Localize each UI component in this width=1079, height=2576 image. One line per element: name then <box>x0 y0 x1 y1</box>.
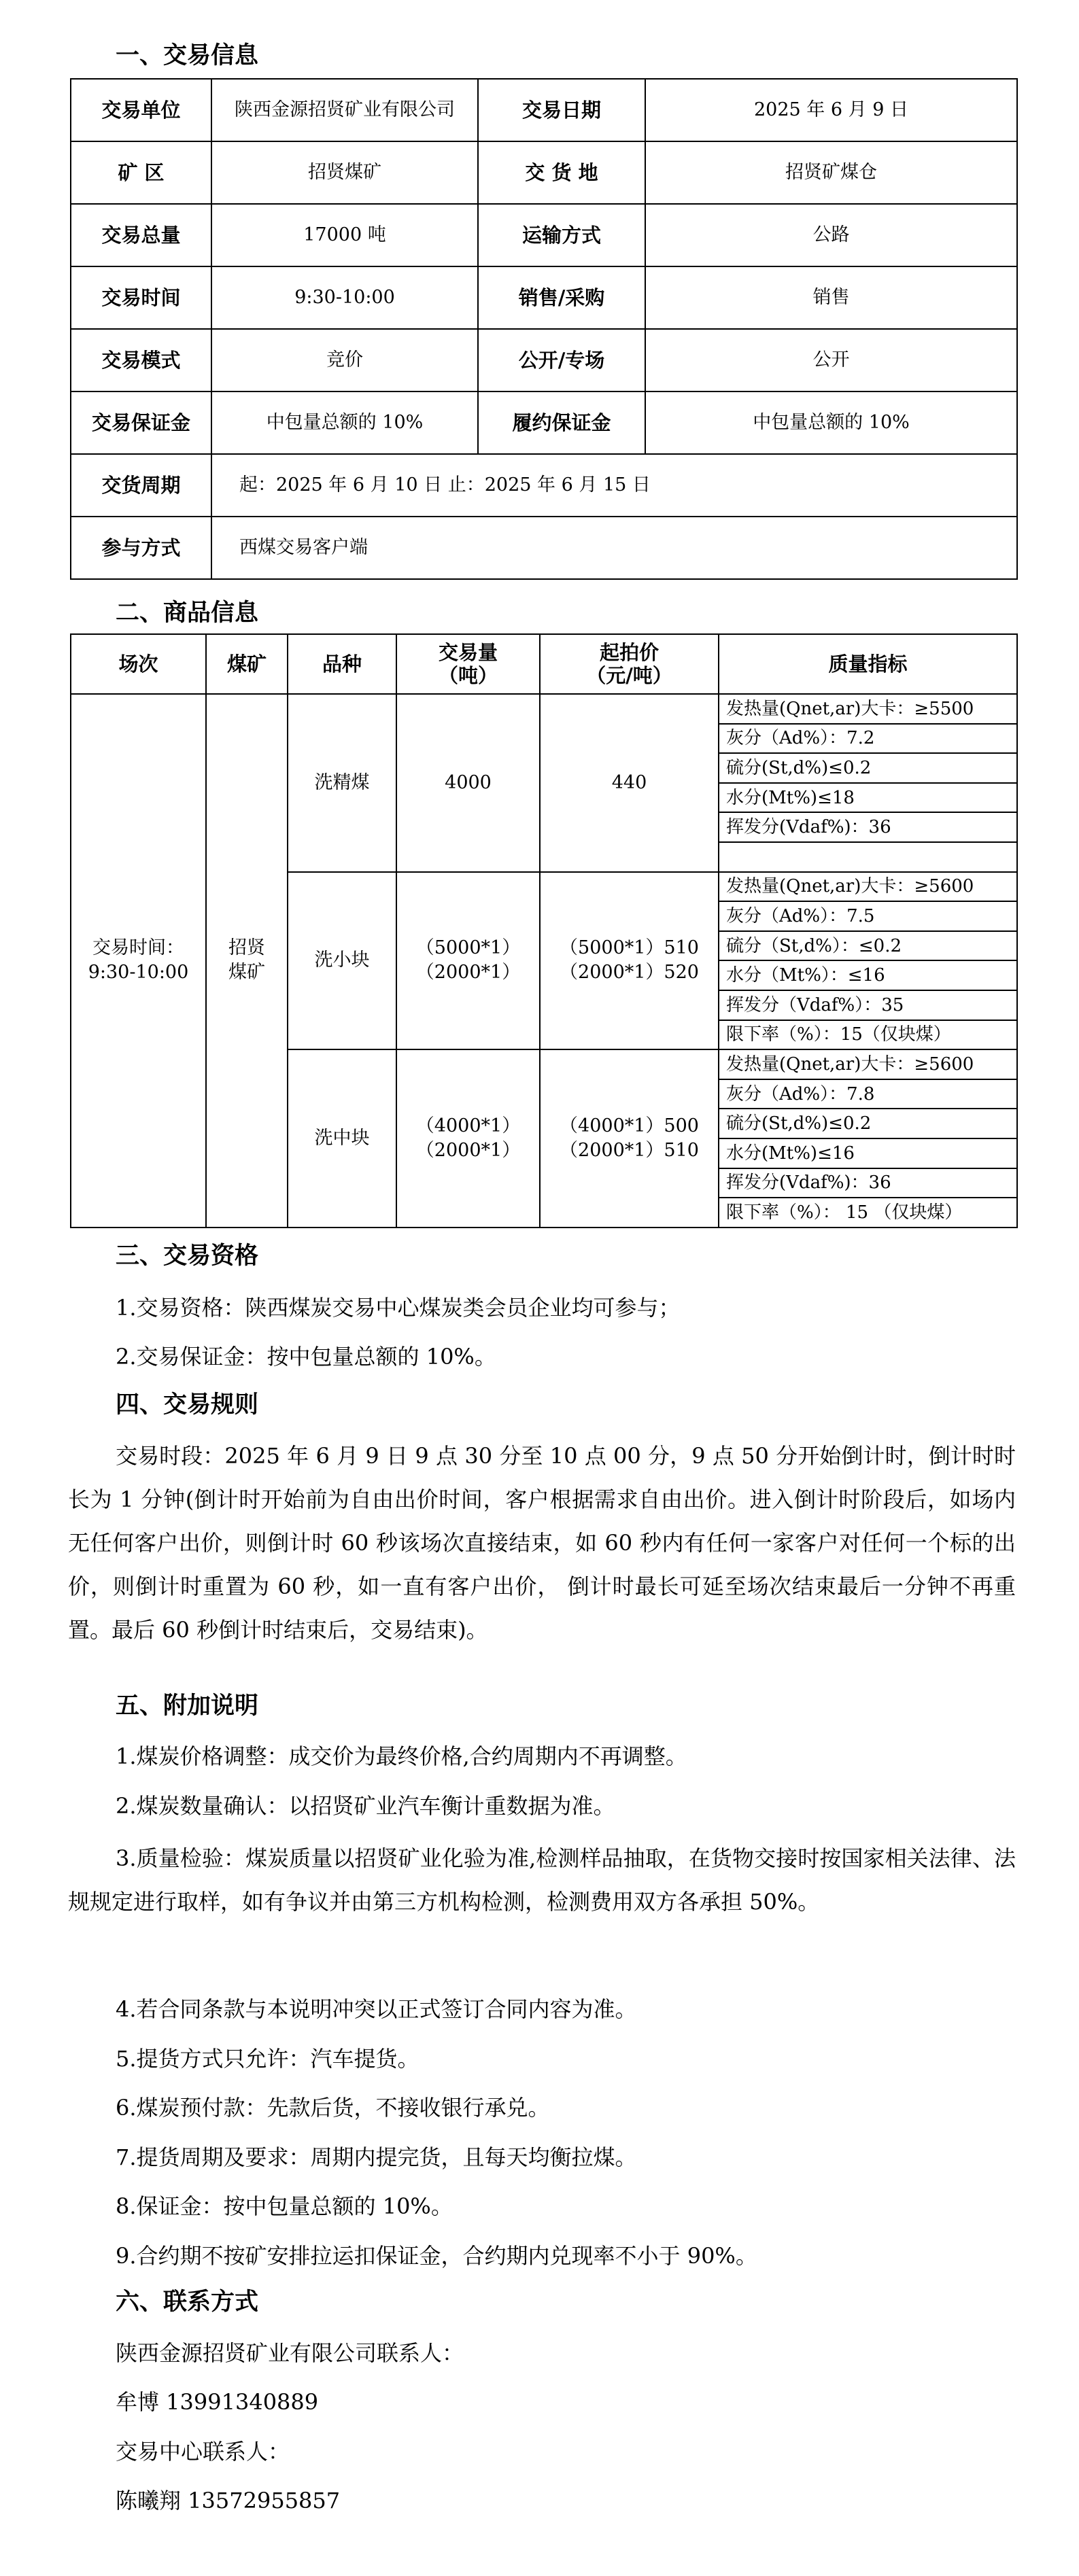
price-cell <box>540 872 719 1050</box>
session-line2: 9:30-10:00 <box>88 962 189 984</box>
contact-trade-center: 交易中心联系人： <box>116 2439 290 2465</box>
quality-item: 挥发分（Vdaf%）：35 <box>719 990 1017 1020</box>
price-line: （4000*1）500 <box>560 1115 699 1136</box>
section-title-trade-info: 一、交易信息 <box>116 42 259 69</box>
note-item: 2.煤炭数量确认：以招贤矿业汽车衡计重数据为准。 <box>116 1793 615 1819</box>
delivery-period-value: 起：2025 年 6 月 10 日 止：2025 年 6 月 15 日 <box>211 454 1017 517</box>
quality-item: 限下率（%）：15（仅块煤） <box>719 1020 1017 1050</box>
contact-person-phone: 牟博 13991340889 <box>116 2389 319 2415</box>
volume-cell <box>396 1049 540 1228</box>
label-trade-time: 交易时间 <box>71 266 211 329</box>
label-open-special: 公开/专场 <box>478 329 645 391</box>
header-mine: 煤矿 <box>206 634 288 694</box>
quality-item: 发热量(Qnet,ar)大卡：≥5600 <box>719 1049 1017 1079</box>
total-volume-value: 17000 吨 <box>211 204 478 266</box>
info-row <box>71 141 1017 204</box>
volume-cell <box>396 694 540 872</box>
note-item: 9.合约期不按矿安排拉运扣保证金，合约期内兑现率不小于 90%。 <box>116 2243 757 2269</box>
info-row <box>71 517 1017 579</box>
quality-item: 灰分（Ad%）：7.8 <box>719 1079 1017 1109</box>
trade-time-value: 9:30-10:00 <box>211 266 478 329</box>
header-price-line2: （元/吨） <box>586 664 672 687</box>
rules-paragraph: 交易时段：2025 年 6 月 9 日 9 点 30 分至 10 点 00 分，9 点 50 分开始倒计时，倒计时时长为 1 分钟(倒计时开始前为自由出价时间，客户根据需求自由出价。进入倒计时阶段后，如场内无任何客户出价，则倒计时 60 秒该场次直接结束，如 60 秒内有任何一家客户对任何一个标的出价，则倒计时重置为 60 秒，如一直有客户出价， 倒计时最长可延至场次结束最后一分钟不再重置。最后 60 秒倒计时结束后，交易结束)。 <box>68 1443 1016 1643</box>
quality-item: 灰分（Ad%）：7.2 <box>719 724 1017 754</box>
price-line: （5000*1）510 <box>560 937 699 959</box>
note-item: 7.提货周期及要求：周期内提完货，且每天均衡拉煤。 <box>116 2144 637 2170</box>
header-quality: 质量指标 <box>719 634 1017 694</box>
mine-cell <box>206 694 288 1228</box>
note-item: 5.提货方式只允许：汽车提货。 <box>116 2046 419 2072</box>
volume-line: （2000*1） <box>415 962 521 984</box>
quality-item <box>719 842 1017 872</box>
label-sale-purchase: 销售/采购 <box>478 266 645 329</box>
info-row <box>71 79 1017 141</box>
header-volume-line1: 交易量 <box>438 641 498 664</box>
quality-item: 限下率（%）： 15 （仅块煤） <box>719 1198 1017 1228</box>
label-trade-deposit: 交易保证金 <box>71 391 211 454</box>
volume-cell <box>396 872 540 1050</box>
trade-date-value: 2025 年 6 月 9 日 <box>645 79 1017 141</box>
header-session: 场次 <box>71 634 206 694</box>
sale-purchase-value: 销售 <box>645 266 1017 329</box>
label-trade-mode: 交易模式 <box>71 329 211 391</box>
quality-item: 灰分（Ad%）：7.5 <box>719 901 1017 931</box>
label-trade-unit: 交易单位 <box>71 79 211 141</box>
contact-company: 陕西金源招贤矿业有限公司联系人： <box>116 2340 464 2366</box>
header-volume <box>396 634 540 694</box>
info-row <box>71 454 1017 517</box>
info-row <box>71 204 1017 266</box>
info-row <box>71 266 1017 329</box>
label-delivery-period: 交货周期 <box>71 454 211 517</box>
quality-item: 硫分（St,d%）：≤0.2 <box>719 931 1017 961</box>
section-title-notes: 五、附加说明 <box>116 1692 259 1720</box>
trade-deposit-value: 中包量总额的 10% <box>211 391 478 454</box>
header-variety: 品种 <box>288 634 396 694</box>
variety-cell: 洗精煤 <box>288 694 396 872</box>
quality-item: 水分(Mt%)≤18 <box>719 783 1017 813</box>
section-title-rules: 四、交易规则 <box>116 1391 259 1418</box>
qualification-item: 2.交易保证金：按中包量总额的 10%。 <box>116 1344 496 1370</box>
mine-line1: 招贤 <box>228 937 265 959</box>
transport-value: 公路 <box>645 204 1017 266</box>
label-total-volume: 交易总量 <box>71 204 211 266</box>
qualification-item: 1.交易资格：陕西煤炭交易中心煤炭类会员企业均可参与； <box>116 1295 681 1321</box>
label-trade-date: 交易日期 <box>478 79 645 141</box>
goods-info-table <box>70 633 1018 1228</box>
price-line: 440 <box>611 771 647 793</box>
variety-cell: 洗中块 <box>288 1049 396 1228</box>
quality-item: 挥发分(Vdaf%)：36 <box>719 1168 1017 1198</box>
participation-value: 西煤交易客户端 <box>211 517 1017 579</box>
section-title-contacts: 六、联系方式 <box>116 2288 259 2316</box>
header-price-line1: 起拍价 <box>599 641 659 664</box>
volume-line: （4000*1） <box>415 1115 521 1136</box>
session-line1: 交易时间： <box>92 937 184 959</box>
label-transport: 运输方式 <box>478 204 645 266</box>
price-line: （2000*1）510 <box>560 1139 699 1161</box>
contact-person-phone: 陈曦翔 13572955857 <box>116 2488 341 2513</box>
goods-header-row <box>71 634 1017 694</box>
performance-deposit-value: 中包量总额的 10% <box>645 391 1017 454</box>
info-row <box>71 329 1017 391</box>
open-special-value: 公开 <box>645 329 1017 391</box>
quality-item: 硫分(St,d%)≤0.2 <box>719 753 1017 783</box>
section-title-goods-info: 二、商品信息 <box>116 599 259 627</box>
price-cell <box>540 1049 719 1228</box>
trade-mode-value: 竞价 <box>211 329 478 391</box>
section-title-qualification: 三、交易资格 <box>116 1242 259 1270</box>
trade-unit-value: 陕西金源招贤矿业有限公司 <box>211 79 478 141</box>
price-cell <box>540 694 719 872</box>
mine-line2: 煤矿 <box>228 962 265 984</box>
label-participation: 参与方式 <box>71 517 211 579</box>
quality-item: 硫分(St,d%)≤0.2 <box>719 1109 1017 1138</box>
label-delivery-place: 交 货 地 <box>478 141 645 204</box>
label-performance-deposit: 履约保证金 <box>478 391 645 454</box>
variety-cell: 洗小块 <box>288 872 396 1050</box>
volume-line: （2000*1） <box>415 1139 521 1161</box>
header-start-price <box>540 634 719 694</box>
note-item: 6.煤炭预付款：先款后货，不接收银行承兑。 <box>116 2095 550 2121</box>
note-item: 4.若合同条款与本说明冲突以正式签订合同内容为准。 <box>116 1996 637 2022</box>
header-volume-line2: （吨） <box>438 664 498 687</box>
quality-item: 挥发分(Vdaf%)：36 <box>719 812 1017 842</box>
note-item: 8.保证金：按中包量总额的 10%。 <box>116 2193 453 2219</box>
volume-line: 4000 <box>445 771 492 793</box>
note-item: 1.煤炭价格调整：成交价为最终价格,合约周期内不再调整。 <box>116 1743 687 1769</box>
volume-line: （5000*1） <box>415 937 521 959</box>
mine-area-value: 招贤煤矿 <box>211 141 478 204</box>
quality-item: 发热量(Qnet,ar)大卡：≥5600 <box>719 872 1017 902</box>
price-line: （2000*1）520 <box>560 962 699 984</box>
label-mine-area: 矿 区 <box>71 141 211 204</box>
note-item: 3.质量检验：煤炭质量以招贤矿业化验为准,检测样品抽取，在货物交接时按国家相关法律、法规规定进行取样，如有争议并由第三方机构检测，检测费用双方各承担 50%。 <box>68 1845 1016 1915</box>
delivery-place-value: 招贤矿煤仓 <box>645 141 1017 204</box>
trade-info-table <box>70 78 1018 580</box>
quality-item: 水分（Mt%）：≤16 <box>719 960 1017 990</box>
info-row <box>71 391 1017 454</box>
quality-line <box>71 694 1017 724</box>
quality-item: 水分(Mt%)≤16 <box>719 1138 1017 1168</box>
quality-item: 发热量(Qnet,ar)大卡：≥5500 <box>719 694 1017 724</box>
session-cell <box>71 694 206 1228</box>
